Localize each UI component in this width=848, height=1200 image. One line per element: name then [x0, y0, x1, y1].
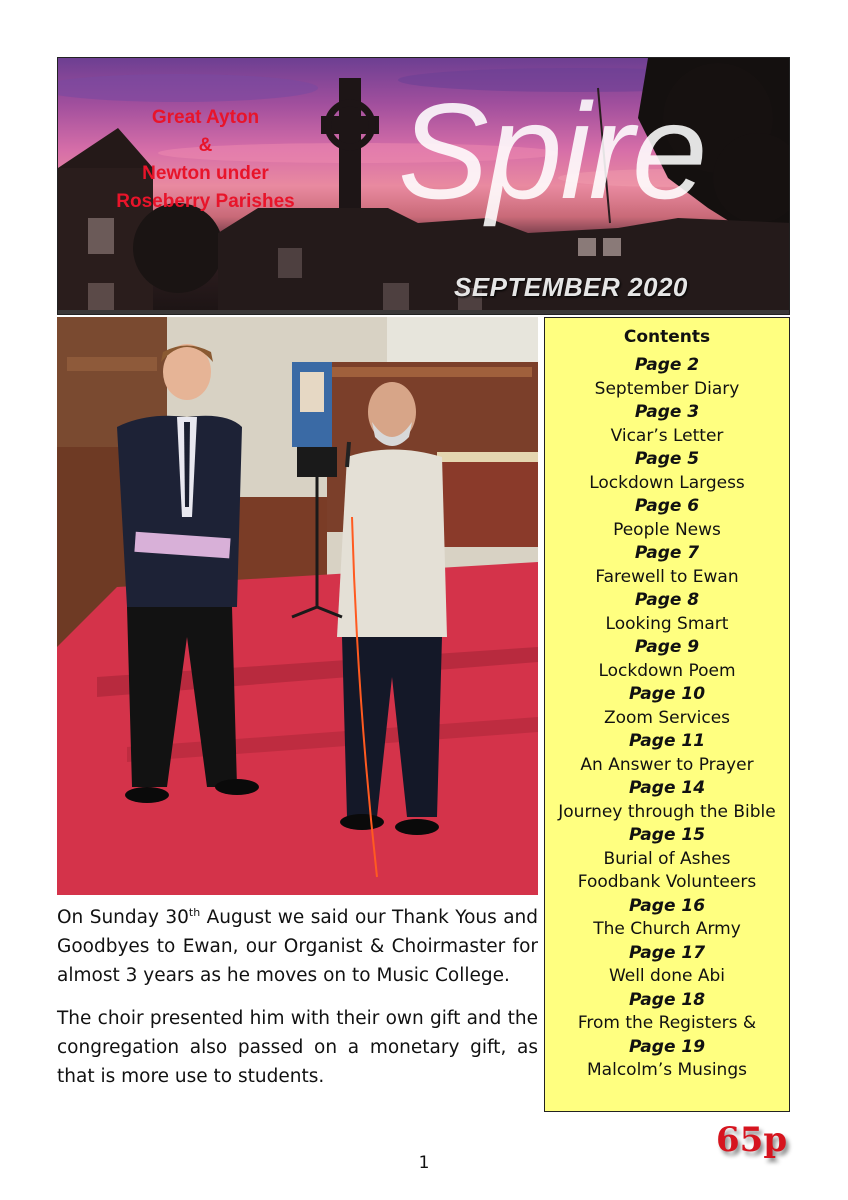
contents-page-ref: Page 3 [634, 402, 700, 422]
contents-article-title: Malcolm’s Musings [587, 1060, 747, 1080]
parish-line-3: Newton under [142, 163, 269, 184]
price-label: 65p [716, 1120, 788, 1160]
article-p1-end: August we said our Thank Yous and Goodbyes to Ewan, our Organist & Choirmaster for almost 3 years as he moves on to Music College. [57, 907, 538, 987]
farewell-photo [57, 317, 538, 895]
contents-article-title: People News [613, 519, 721, 540]
contents-article-title: Zoom Services [603, 707, 731, 728]
article-paragraph-2: The choir presented him with their own gift and the congregation also passed on a monetary gift, as that is more use to students. [57, 1008, 538, 1088]
contents-article-title: From the Registers & [577, 1013, 757, 1033]
magazine-title: Spire [398, 75, 706, 227]
contents-article-title: An Answer to Prayer [580, 754, 754, 775]
contents-page-ref: Page 5 [634, 449, 700, 469]
article-paragraph-1 [57, 898, 538, 990]
contents-page-ref: Page 6 [634, 496, 700, 516]
contents-article-title: Lockdown Poem [598, 660, 736, 681]
contents-article-title: Foodbank Volunteers [577, 872, 757, 892]
contents-heading: Contents [623, 327, 711, 347]
contents-page-ref: Page 2 [634, 355, 700, 375]
church-interior-illustration [57, 317, 538, 895]
article-p1-start: On Sunday 30 [57, 907, 189, 929]
contents-list [545, 354, 789, 1083]
contents-page-ref: Page 7 [634, 543, 700, 563]
contents-article-title: Looking Smart [605, 613, 729, 634]
edition-date: SEPTEMBER 2020 [454, 272, 688, 302]
contents-article-title: Vicar’s Letter [610, 425, 724, 446]
parish-line-1: Great Ayton [151, 107, 260, 128]
article-p1-ordinal: th [188, 906, 201, 919]
contents-article-title: Journey through the Bible [558, 801, 776, 822]
contents-page-ref: Page 9 [634, 637, 700, 657]
contents-page-ref: Page 18 [628, 989, 706, 1010]
contents-page-ref: Page 17 [628, 942, 706, 963]
contents-page-ref: Page 11 [628, 731, 706, 751]
contents-panel [544, 317, 790, 1112]
contents-page-ref: Page 8 [634, 590, 700, 610]
contents-article-title: Farewell to Ewan [595, 566, 739, 587]
contents-article-title: The Church Army [593, 919, 741, 939]
contents-page-ref: Page 19 [628, 1036, 706, 1057]
masthead-banner [57, 57, 790, 315]
contents-article-title: Burial of Ashes [603, 848, 731, 869]
parish-names [88, 104, 323, 216]
contents-article-title: September Diary [594, 378, 740, 399]
contents-article-title: Lockdown Largess [589, 472, 745, 493]
article-body [57, 898, 538, 1105]
contents-page-ref: Page 15 [628, 825, 706, 845]
contents-page-ref: Page 14 [628, 778, 706, 798]
parish-line-2: & [198, 135, 213, 156]
contents-page-ref: Page 16 [628, 895, 706, 916]
page-number: 1 [418, 1153, 430, 1173]
parish-line-4: Roseberry Parishes [116, 191, 295, 212]
contents-article-title: Well done Abi [608, 966, 726, 986]
contents-page-ref: Page 10 [628, 684, 706, 704]
